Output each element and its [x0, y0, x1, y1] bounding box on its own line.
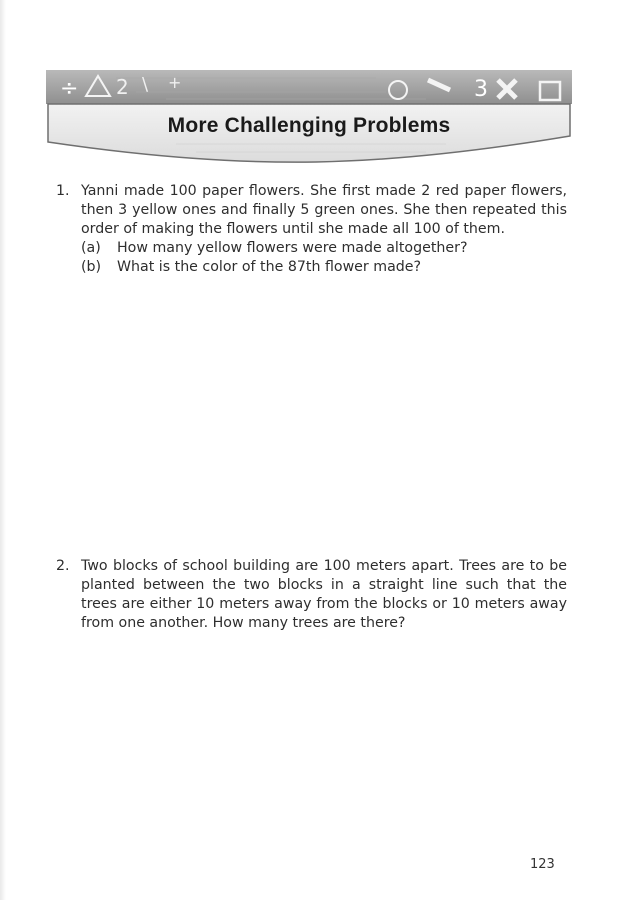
subquestion-label: (b) [81, 259, 102, 275]
svg-text:3: 3 [474, 77, 488, 102]
page-title: More Challenging Problems [167, 114, 451, 137]
subquestion-text: What is the color of the 87th flower made? [117, 259, 422, 275]
section-banner [46, 68, 572, 164]
svg-text:÷: ÷ [60, 76, 79, 101]
svg-text:+: + [168, 73, 182, 92]
page-edge-shadow [0, 0, 6, 900]
page-number: 123 [530, 857, 555, 872]
svg-text:\: \ [142, 74, 149, 95]
subquestion-text: How many yellow flowers were made altogether? [117, 240, 468, 256]
subquestion-label: (a) [81, 240, 101, 256]
problem-body [81, 182, 567, 277]
svg-text:2: 2 [116, 75, 129, 99]
problem-number: 2. [56, 558, 70, 574]
problem-number: 1. [56, 183, 70, 199]
subquestion-a [81, 239, 567, 258]
problem-text: Two blocks of school building are 100 meters apart. Trees are to be planted between the two blocks in a straight line such that the trees are either 10 meters away from the blocks or 10 meters away from one another. How many trees are there? [81, 558, 567, 631]
subquestion-b [81, 258, 567, 277]
problem-body [81, 557, 567, 633]
problem-text: Yanni made 100 paper flowers. She first made 2 red paper flowers, then 3 yellow ones and finally 5 green ones. She then repeated this order of making the flowers until she made all 100 of them. [81, 183, 567, 237]
